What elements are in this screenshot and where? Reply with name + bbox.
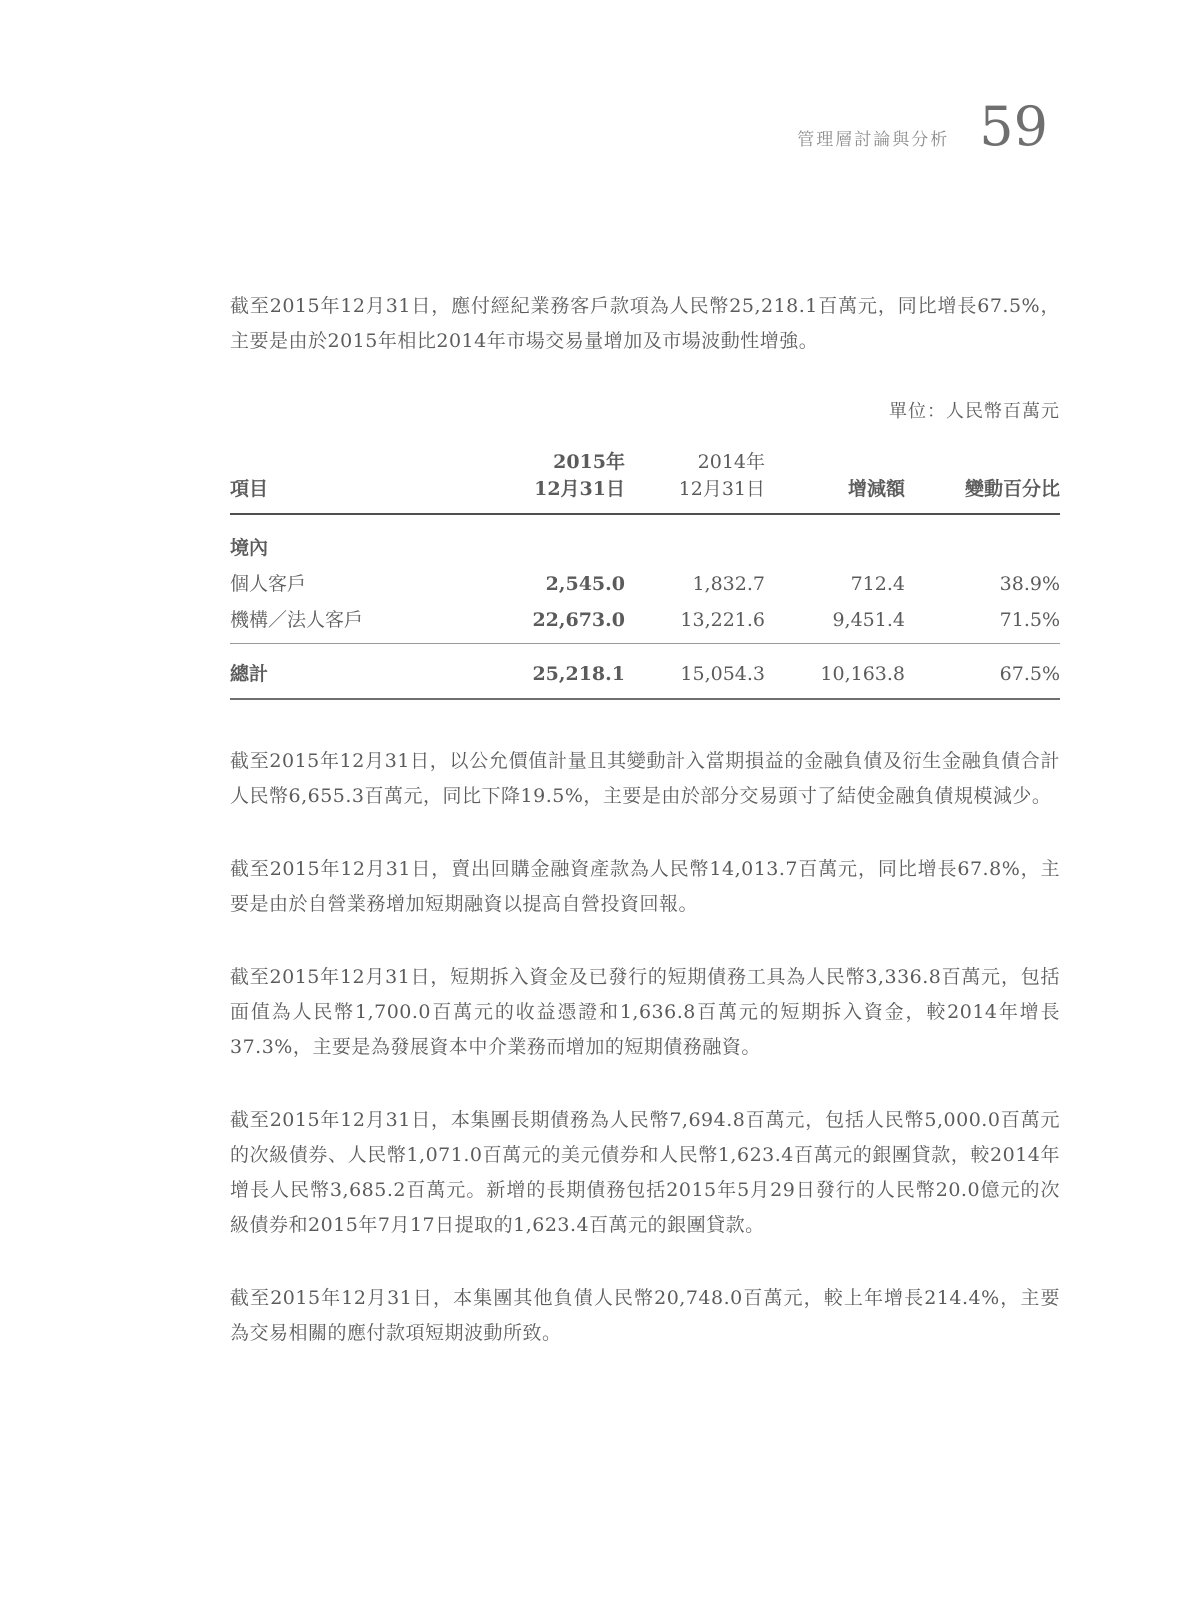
section-title: 管理層討論與分析 — [797, 130, 950, 150]
total-value-pct: 67.5% — [905, 644, 1060, 700]
row-value-2015: 2,545.0 — [545, 573, 625, 595]
page-header — [0, 0, 1190, 158]
table-row-institutional-clients — [230, 602, 1060, 644]
table-header-2015 — [480, 449, 625, 514]
table-header-change-pct: 變動百分比 — [905, 449, 1060, 514]
row-value-2015: 22,673.0 — [480, 602, 625, 644]
table-total-row — [230, 644, 1060, 700]
table-header-change: 增減額 — [765, 449, 905, 514]
table-section-row-domestic — [230, 514, 1060, 566]
table-row-individual-clients — [230, 566, 1060, 602]
row-value-change: 712.4 — [850, 573, 905, 595]
table-header-item: 項目 — [230, 449, 480, 514]
total-value-2015: 25,218.1 — [480, 644, 625, 700]
page-number: 59 — [979, 95, 1048, 158]
table-section-label: 境內 — [230, 537, 269, 559]
unit-note: 單位：人民幣百萬元 — [889, 401, 1060, 422]
table-header-row — [230, 449, 1060, 514]
row-value-pct: 38.9% — [999, 573, 1060, 595]
table-header-2015-date: 12月31日 — [534, 478, 625, 500]
row-label: 機構／法人客戶 — [230, 602, 480, 644]
total-label: 總計 — [230, 644, 480, 700]
row-value-2014: 13,221.6 — [625, 602, 765, 644]
paragraph-repurchase-agreements: 截至2015年12月31日，賣出回購金融資產款為人民幣14,013.7百萬元，同比增長67.8%，主要是由於自營業務增加短期融資以提高自營投資回報。 — [230, 858, 1060, 915]
client-payables-table — [230, 449, 1060, 700]
paragraph-fair-value-liabilities: 截至2015年12月31日，以公允價值計量且其變動計入當期損益的金融負債及衍生金融負債合計人民幣6,655.3百萬元，同比下降19.5%，主要是由於部分交易頭寸了結使金融負債規模減少。 — [230, 750, 1060, 807]
table-header-2014-date: 12月31日 — [678, 478, 765, 500]
row-label: 個人客戶 — [230, 573, 307, 595]
page-content — [230, 289, 1060, 1351]
paragraph-short-term-debt: 截至2015年12月31日，短期拆入資金及已發行的短期債務工具為人民幣3,336.8百萬元，包括面值為人民幣1,700.0百萬元的收益憑證和1,636.8百萬元的短期拆入資金，較2014年增長37.3%，主要是為發展資本中介業務而增加的短期債務融資。 — [230, 966, 1060, 1058]
table-header-2014-year: 2014年 — [697, 451, 765, 473]
row-value-change: 9,451.4 — [765, 602, 905, 644]
paragraph-other-liabilities: 截至2015年12月31日，本集團其他負債人民幣20,748.0百萬元，較上年增長214.4%，主要為交易相關的應付款項短期波動所致。 — [230, 1287, 1060, 1344]
row-value-2014: 1,832.7 — [692, 573, 765, 595]
table-header-2014 — [625, 449, 765, 514]
total-value-change: 10,163.8 — [765, 644, 905, 700]
table-header-2015-year: 2015年 — [553, 451, 625, 473]
row-value-pct: 71.5% — [905, 602, 1060, 644]
paragraph-brokerage-payables: 截至2015年12月31日，應付經紀業務客戶款項為人民幣25,218.1百萬元，同比增長67.5%，主要是由於2015年相比2014年市場交易量增加及市場波動性增強。 — [230, 295, 1060, 352]
total-value-2014: 15,054.3 — [625, 644, 765, 700]
paragraph-long-term-debt: 截至2015年12月31日，本集團長期債務為人民幣7,694.8百萬元，包括人民幣5,000.0百萬元的次級債券、人民幣1,071.0百萬元的美元債券和人民幣1,623.4百萬元的銀團貸款，較2014年增長人民幣3,685.2百萬元。新增的長期債務包括2015年5月29日發行的人民幣20.0億元的次級債券和2015年7月17日提取的1,623.4百萬元的銀團貸款。 — [230, 1109, 1060, 1236]
